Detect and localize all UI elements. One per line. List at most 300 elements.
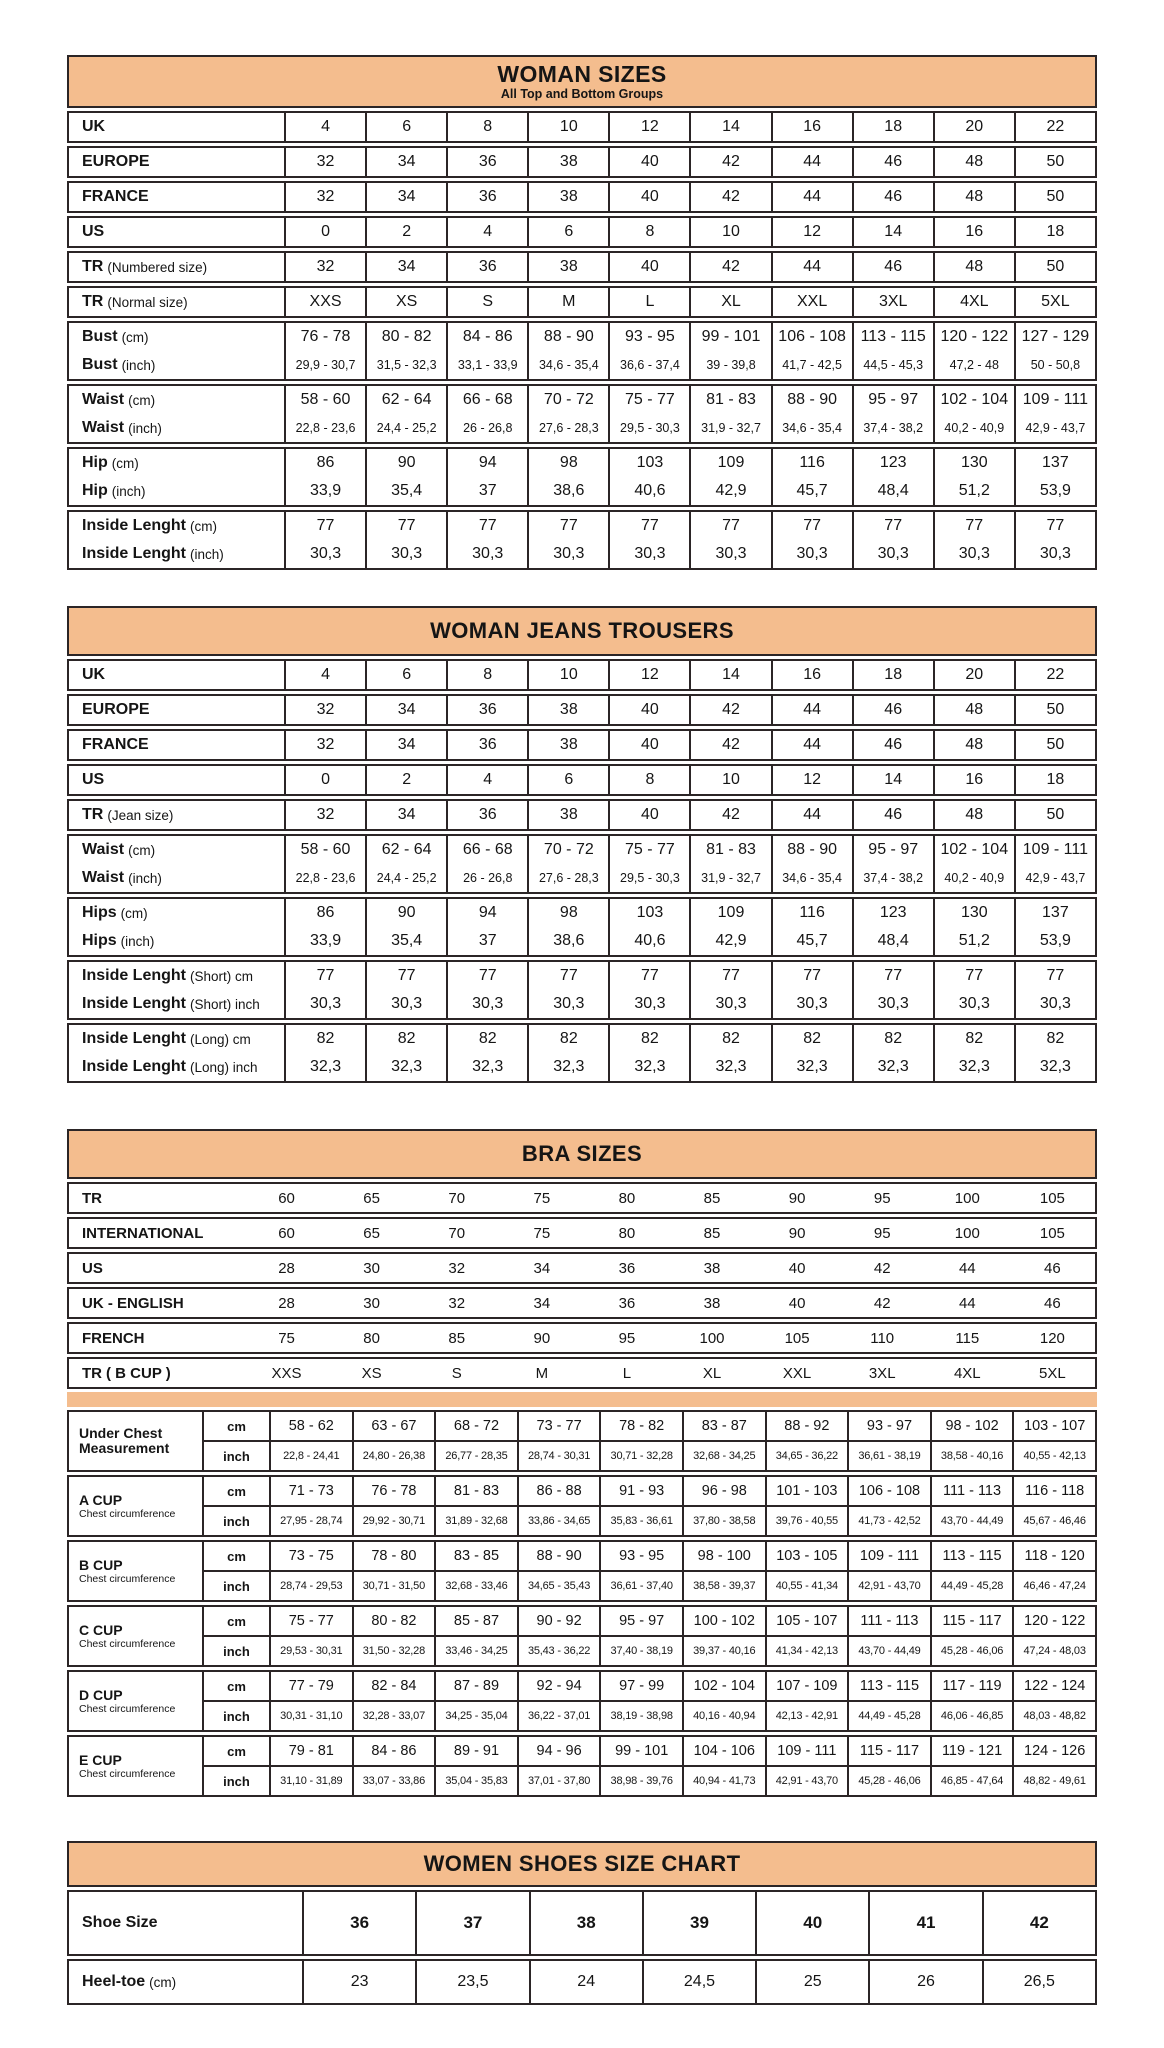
cell-value: 50 - 50,8 xyxy=(1014,351,1095,379)
cell-value: 44 xyxy=(771,148,852,176)
table-row xyxy=(69,1324,1095,1352)
cell-value: 58 - 60 xyxy=(284,386,365,414)
cell-value: 22 xyxy=(1014,113,1095,141)
cell-value: 45,7 xyxy=(771,477,852,505)
cell-value: 82 - 84 xyxy=(352,1672,435,1700)
cell-value: XXL xyxy=(771,288,852,316)
cell-value: 37,80 - 38,58 xyxy=(682,1507,765,1535)
cell-value: 24,4 - 25,2 xyxy=(365,414,446,442)
cell-value: 42 xyxy=(689,253,770,281)
cell-value: 5XL xyxy=(1014,288,1095,316)
cell-value: 28 xyxy=(278,1294,295,1312)
cell-value: 99 - 101 xyxy=(599,1737,682,1765)
row-group xyxy=(67,251,1097,283)
cell-value: 66 - 68 xyxy=(446,836,527,864)
table-row xyxy=(69,1025,1095,1053)
cell-value: 102 - 104 xyxy=(933,386,1014,414)
cell-value: 16 xyxy=(933,218,1014,246)
cell-value: 88 - 90 xyxy=(771,836,852,864)
row-group xyxy=(67,834,1097,894)
cell-value: 75 xyxy=(278,1329,295,1347)
table-row xyxy=(69,1053,1095,1081)
table-row xyxy=(202,1570,1095,1600)
unit-cell: cm xyxy=(202,1477,269,1505)
table-row xyxy=(69,218,1095,246)
cell-value: 41,34 - 42,13 xyxy=(765,1637,848,1665)
cell-value: 40,94 - 41,73 xyxy=(682,1767,765,1795)
cell-value: 24,4 - 25,2 xyxy=(365,864,446,892)
cell-value: XL xyxy=(702,1364,722,1382)
cell-value: 38,58 - 40,16 xyxy=(930,1442,1013,1470)
cell-value: 90 xyxy=(365,899,446,927)
cell-value: 32,3 xyxy=(933,1053,1014,1081)
row-label: EUROPE xyxy=(82,153,150,170)
cell-value: 37,40 - 38,19 xyxy=(599,1637,682,1665)
cell-value: 30,71 - 31,50 xyxy=(352,1572,435,1600)
cell-value: 44 xyxy=(958,1294,976,1312)
table-row xyxy=(69,148,1095,176)
table-row xyxy=(69,731,1095,759)
row-label: Shoe Size xyxy=(82,1914,158,1931)
bra-sizes-body xyxy=(67,1182,1097,1797)
cell-value: 40,6 xyxy=(608,477,689,505)
cell-value: XXL xyxy=(782,1364,812,1382)
cell-value: 48 xyxy=(933,253,1014,281)
cell-value: 48 xyxy=(933,183,1014,211)
cell-value: 115 - 117 xyxy=(847,1737,930,1765)
row-group xyxy=(67,1252,1097,1284)
cell-value: 40 xyxy=(608,148,689,176)
cell-value: 60 xyxy=(278,1224,295,1242)
cell-value: 37 xyxy=(446,477,527,505)
cell-value: 46,46 - 47,24 xyxy=(1012,1572,1095,1600)
cell-value: 28,74 - 30,31 xyxy=(517,1442,600,1470)
cell-value: 106 - 108 xyxy=(847,1477,930,1505)
cell-value: 35,43 - 36,22 xyxy=(517,1637,600,1665)
cell-value: 40 xyxy=(608,696,689,724)
cell-value: 38,6 xyxy=(527,477,608,505)
row-label: US xyxy=(82,1259,103,1277)
cell-value: 31,89 - 32,68 xyxy=(434,1507,517,1535)
cell-value: 50 xyxy=(1014,801,1095,829)
cell-value: 37,4 - 38,2 xyxy=(852,864,933,892)
cell-value: XS xyxy=(361,1364,382,1382)
row-label: Waist (inch) xyxy=(82,419,162,436)
cell-value: 79 - 81 xyxy=(269,1737,352,1765)
table-row xyxy=(69,864,1095,892)
row-label: INTERNATIONAL xyxy=(82,1224,204,1242)
cell-value: 96 - 98 xyxy=(682,1477,765,1505)
unit-cell: inch xyxy=(202,1702,269,1730)
cell-value: 80 xyxy=(618,1224,636,1242)
cell-value: 62 - 64 xyxy=(365,836,446,864)
cell-value: 100 xyxy=(954,1189,980,1207)
cell-value: 30,3 xyxy=(284,990,365,1018)
cell-value: 36,61 - 38,19 xyxy=(847,1442,930,1470)
cell-value: 26,5 xyxy=(982,1961,1095,2003)
cell-value: 93 - 95 xyxy=(599,1542,682,1570)
table-row xyxy=(69,801,1095,829)
cell-value: XXS xyxy=(284,288,365,316)
cell-value: 33,86 - 34,65 xyxy=(517,1507,600,1535)
cell-value: 46,06 - 46,85 xyxy=(930,1702,1013,1730)
row-group xyxy=(67,764,1097,796)
cell-value: 48,03 - 48,82 xyxy=(1012,1702,1095,1730)
cell-value: 78 - 80 xyxy=(352,1542,435,1570)
row-group xyxy=(67,897,1097,957)
cell-value: 34 xyxy=(533,1259,551,1277)
cell-value: 90 xyxy=(533,1329,551,1347)
cell-value: 65 xyxy=(363,1189,380,1207)
table-row xyxy=(69,512,1095,540)
cell-value: 46,85 - 47,64 xyxy=(930,1767,1013,1795)
table-row xyxy=(69,1961,1095,2003)
row-group xyxy=(67,729,1097,761)
measure-rows xyxy=(202,1542,1095,1600)
cell-value: 32,28 - 33,07 xyxy=(352,1702,435,1730)
cell-value: 40,16 - 40,94 xyxy=(682,1702,765,1730)
unit-cell: cm xyxy=(202,1737,269,1765)
cell-value: 32,3 xyxy=(771,1053,852,1081)
cell-value: 34 xyxy=(365,731,446,759)
table-row xyxy=(69,253,1095,281)
cell-value: 84 - 86 xyxy=(352,1737,435,1765)
cell-value: 20 xyxy=(933,113,1014,141)
cell-value: 30,3 xyxy=(689,990,770,1018)
cell-value: 109 xyxy=(689,449,770,477)
cell-value: 130 xyxy=(933,899,1014,927)
cell-value: 46 xyxy=(852,183,933,211)
cell-value: 34 xyxy=(365,801,446,829)
cell-value: 12 xyxy=(608,661,689,689)
cell-value: 95 - 97 xyxy=(852,836,933,864)
cell-value: 104 - 106 xyxy=(682,1737,765,1765)
unit-cell: inch xyxy=(202,1637,269,1665)
measure-rows xyxy=(202,1607,1095,1665)
cell-value: 48 xyxy=(933,696,1014,724)
cell-value: 117 - 119 xyxy=(930,1672,1013,1700)
cell-value: 94 - 96 xyxy=(517,1737,600,1765)
cell-value: 77 xyxy=(689,962,770,990)
cell-value: 10 xyxy=(527,661,608,689)
cell-value: 32,3 xyxy=(284,1053,365,1081)
row-group xyxy=(67,384,1097,444)
cell-value: 30,3 xyxy=(527,540,608,568)
cell-value: 116 xyxy=(771,449,852,477)
cell-value: 31,9 - 32,7 xyxy=(689,864,770,892)
row-group xyxy=(67,181,1097,213)
table-row xyxy=(69,927,1095,955)
women-shoes-header xyxy=(67,1841,1097,1887)
cell-value: 8 xyxy=(608,766,689,794)
cell-value: 48,4 xyxy=(852,927,933,955)
cell-value: 30,3 xyxy=(365,540,446,568)
unit-cell: cm xyxy=(202,1542,269,1570)
cell-value: 36,22 - 37,01 xyxy=(517,1702,600,1730)
cell-value: XXS xyxy=(271,1364,302,1382)
woman-jeans-trousers-table xyxy=(67,606,1097,1083)
cell-value: 48 xyxy=(933,731,1014,759)
cell-value: 88 - 90 xyxy=(527,323,608,351)
table-row xyxy=(69,288,1095,316)
cell-value: 84 - 86 xyxy=(446,323,527,351)
cell-value: 48 xyxy=(933,801,1014,829)
cell-value: 4XL xyxy=(933,288,1014,316)
cell-value: 40 xyxy=(755,1892,868,1954)
cell-value: 58 - 60 xyxy=(284,836,365,864)
cell-value: 32,68 - 34,25 xyxy=(682,1442,765,1470)
cell-value: 34 xyxy=(365,183,446,211)
cell-value: 99 - 101 xyxy=(689,323,770,351)
cell-value: 77 xyxy=(852,512,933,540)
cell-value: 40,55 - 42,13 xyxy=(1012,1442,1095,1470)
table-row xyxy=(69,540,1095,568)
cell-value: 109 - 111 xyxy=(1014,836,1095,864)
row-label: UK - ENGLISH xyxy=(82,1294,184,1312)
cell-value: 53,9 xyxy=(1014,477,1095,505)
cell-value: 115 xyxy=(955,1329,980,1347)
cell-value: XL xyxy=(689,288,770,316)
cell-value: 4 xyxy=(284,113,365,141)
row-group xyxy=(67,1217,1097,1249)
cell-value: 39,76 - 40,55 xyxy=(765,1507,848,1535)
cell-value: 30,3 xyxy=(446,540,527,568)
cell-value: 109 - 111 xyxy=(847,1542,930,1570)
row-label: TR (Numbered size) xyxy=(82,258,208,275)
cell-value: 88 - 90 xyxy=(771,386,852,414)
cell-value: 95 xyxy=(873,1189,891,1207)
cell-value: 90 xyxy=(788,1224,806,1242)
cell-value: 38 xyxy=(529,1892,642,1954)
row-group xyxy=(67,799,1097,831)
cell-value: 82 xyxy=(527,1025,608,1053)
table-row xyxy=(69,1359,1095,1387)
cell-value: 77 xyxy=(933,512,1014,540)
row-label: FRANCE xyxy=(82,736,149,753)
cell-value: 95 - 97 xyxy=(852,386,933,414)
row-label: Waist (inch) xyxy=(82,869,162,886)
table-row xyxy=(69,323,1095,351)
cell-value: 40 xyxy=(608,183,689,211)
cell-value: 29,92 - 30,71 xyxy=(352,1507,435,1535)
table-row xyxy=(69,449,1095,477)
cell-value: 103 xyxy=(608,899,689,927)
cell-value: 32 xyxy=(284,148,365,176)
cell-value: 37,4 - 38,2 xyxy=(852,414,933,442)
cell-value: 109 xyxy=(689,899,770,927)
table-subtitle: All Top and Bottom Groups xyxy=(500,87,664,101)
table-title: BRA SIZES xyxy=(521,1141,643,1166)
measure-group xyxy=(67,1475,1097,1537)
table-row xyxy=(69,414,1095,442)
cell-value: 40,2 - 40,9 xyxy=(933,414,1014,442)
woman-sizes-header xyxy=(67,55,1097,108)
cell-value: 82 xyxy=(689,1025,770,1053)
cell-value: 77 xyxy=(527,512,608,540)
cell-value: 31,10 - 31,89 xyxy=(269,1767,352,1795)
cell-value: 42 xyxy=(873,1294,891,1312)
unit-cell: inch xyxy=(202,1572,269,1600)
cell-value: 43,70 - 44,49 xyxy=(930,1507,1013,1535)
cell-value: 36 xyxy=(618,1259,636,1277)
cell-value: 42,9 - 43,7 xyxy=(1014,864,1095,892)
women-shoes-size-chart-table xyxy=(67,1841,1097,2005)
measure-label: A CUP Chest circumference xyxy=(79,1491,176,1520)
cell-value: 8 xyxy=(608,218,689,246)
row-label: TR ( B CUP ) xyxy=(82,1364,171,1382)
row-label: US xyxy=(82,771,105,788)
cell-value: 106 - 108 xyxy=(771,323,852,351)
cell-value: 32 xyxy=(284,801,365,829)
cell-value: 32 xyxy=(284,253,365,281)
cell-value: 30,3 xyxy=(365,990,446,1018)
cell-value: 91 - 93 xyxy=(599,1477,682,1505)
cell-value: 85 xyxy=(703,1189,721,1207)
cell-value: 34,25 - 35,04 xyxy=(434,1702,517,1730)
cell-value: 30,71 - 32,28 xyxy=(599,1442,682,1470)
cell-value: 93 - 95 xyxy=(608,323,689,351)
cell-value: 6 xyxy=(527,218,608,246)
cell-value: 36,61 - 37,40 xyxy=(599,1572,682,1600)
cell-value: 44 xyxy=(771,183,852,211)
row-label: Hips (inch) xyxy=(82,932,155,949)
unit-cell: inch xyxy=(202,1507,269,1535)
cell-value: 105 xyxy=(1039,1189,1065,1207)
cell-value: 42,9 xyxy=(689,927,770,955)
cell-value: 82 xyxy=(771,1025,852,1053)
cell-value: 27,95 - 28,74 xyxy=(269,1507,352,1535)
cell-value: 16 xyxy=(771,113,852,141)
cell-value: 119 - 121 xyxy=(930,1737,1013,1765)
cell-value: 109 - 111 xyxy=(1014,386,1095,414)
cell-value: 105 xyxy=(1039,1224,1065,1242)
cell-value: 6 xyxy=(365,113,446,141)
cell-value: 35,4 xyxy=(365,477,446,505)
row-label: Hip (inch) xyxy=(82,482,146,499)
unit-cell: cm xyxy=(202,1412,269,1440)
cell-value: 14 xyxy=(852,766,933,794)
cell-value: 46 xyxy=(1044,1294,1061,1312)
table-row xyxy=(202,1505,1095,1535)
cell-value: 12 xyxy=(608,113,689,141)
row-label: UK xyxy=(82,666,106,683)
cell-value: 38 xyxy=(527,801,608,829)
cell-value: 46 xyxy=(1044,1259,1061,1277)
cell-value: 78 - 82 xyxy=(599,1412,682,1440)
cell-value: 100 xyxy=(699,1329,725,1347)
cell-value: 36,6 - 37,4 xyxy=(608,351,689,379)
cell-value: 3XL xyxy=(868,1364,896,1382)
cell-value: 33,9 xyxy=(284,477,365,505)
cell-value: 80 xyxy=(618,1189,636,1207)
women-shoes-body xyxy=(67,1890,1097,2005)
cell-value: 38,58 - 39,37 xyxy=(682,1572,765,1600)
cell-value: 85 - 87 xyxy=(434,1607,517,1635)
cell-value: 31,9 - 32,7 xyxy=(689,414,770,442)
row-label: Inside Lenght (Long) inch xyxy=(82,1058,258,1075)
cell-value: 44,5 - 45,3 xyxy=(852,351,933,379)
cell-value: 82 xyxy=(1014,1025,1095,1053)
cell-value: 81 - 83 xyxy=(689,386,770,414)
cell-value: 77 xyxy=(284,512,365,540)
measure-rows xyxy=(202,1477,1095,1535)
row-label: EUROPE xyxy=(82,701,150,718)
table-row xyxy=(202,1607,1095,1635)
cell-value: 137 xyxy=(1014,449,1095,477)
cell-value: 111 - 113 xyxy=(847,1607,930,1635)
cell-value: 42,91 - 43,70 xyxy=(765,1767,848,1795)
cell-value: 118 - 120 xyxy=(1012,1542,1095,1570)
measure-group xyxy=(67,1670,1097,1732)
cell-value: 76 - 78 xyxy=(284,323,365,351)
cell-value: 130 xyxy=(933,449,1014,477)
cell-value: 109 - 111 xyxy=(765,1737,848,1765)
cell-value: 36 xyxy=(446,183,527,211)
cell-value: 82 xyxy=(365,1025,446,1053)
cell-value: 38 xyxy=(703,1294,721,1312)
cell-value: 30 xyxy=(363,1259,380,1277)
cell-value: 98 xyxy=(527,899,608,927)
cell-value: 66 - 68 xyxy=(446,386,527,414)
cell-value: 44 xyxy=(771,696,852,724)
cell-value: 40 xyxy=(788,1259,806,1277)
cell-value: 12 xyxy=(771,218,852,246)
cell-value: 42 xyxy=(689,731,770,759)
cell-value: 63 - 67 xyxy=(352,1412,435,1440)
measure-label: E CUP Chest circumference xyxy=(79,1751,176,1780)
cell-value: 44 xyxy=(958,1259,976,1277)
table-row xyxy=(69,183,1095,211)
cell-value: 123 xyxy=(852,899,933,927)
cell-value: 36 xyxy=(446,253,527,281)
cell-value: 43,70 - 44,49 xyxy=(847,1637,930,1665)
cell-value: 47,2 - 48 xyxy=(933,351,1014,379)
cell-value: 77 xyxy=(284,962,365,990)
cell-value: 22 xyxy=(1014,661,1095,689)
cell-value: 123 xyxy=(852,449,933,477)
cell-value: 8 xyxy=(446,661,527,689)
cell-value: 33,1 - 33,9 xyxy=(446,351,527,379)
table-row xyxy=(202,1765,1095,1795)
cell-value: 42,9 - 43,7 xyxy=(1014,414,1095,442)
row-label: Heel-toe (cm) xyxy=(82,1973,177,1990)
cell-value: 75 - 77 xyxy=(269,1607,352,1635)
cell-value: 32,3 xyxy=(1014,1053,1095,1081)
cell-value: 111 - 113 xyxy=(930,1477,1013,1505)
cell-value: 29,5 - 30,3 xyxy=(608,864,689,892)
measure-rows xyxy=(202,1737,1095,1795)
cell-value: 39,37 - 40,16 xyxy=(682,1637,765,1665)
row-label: Bust (cm) xyxy=(82,328,149,345)
cell-value: 46 xyxy=(852,253,933,281)
cell-value: 32,3 xyxy=(608,1053,689,1081)
cell-value: 39 xyxy=(642,1892,755,1954)
table-row xyxy=(69,661,1095,689)
cell-value: 2 xyxy=(365,218,446,246)
measure-rows xyxy=(202,1672,1095,1730)
cell-value: 34,6 - 35,4 xyxy=(771,414,852,442)
cell-value: 100 - 102 xyxy=(682,1607,765,1635)
cell-value: 58 - 62 xyxy=(269,1412,352,1440)
cell-value: 98 - 102 xyxy=(930,1412,1013,1440)
row-group xyxy=(67,659,1097,691)
cell-value: 40 xyxy=(608,801,689,829)
cell-value: 42 xyxy=(982,1892,1095,1954)
row-label: FRENCH xyxy=(82,1329,145,1347)
cell-value: 105 xyxy=(784,1329,810,1347)
cell-value: 18 xyxy=(852,661,933,689)
cell-value: 81 - 83 xyxy=(689,836,770,864)
